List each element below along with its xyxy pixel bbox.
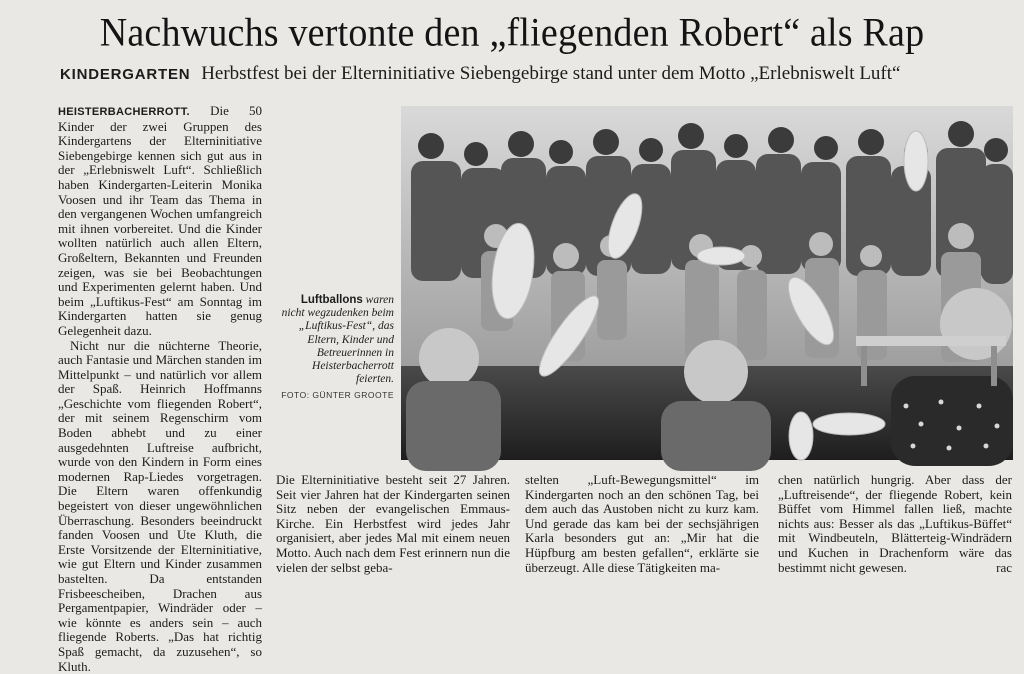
- section-kicker: KINDERGARTEN: [60, 66, 190, 83]
- article-column-1: [58, 104, 262, 574]
- article-paragraph-1: [58, 104, 262, 339]
- paragraph-1-text: Die 50 Kinder der zwei Gruppen des Kindergartens der Elterninitiative Siebengebirge kennen sich gut aus in der „Erlebniswelt Luft“. Schließlich haben Kindergarten-Leiterin Monika Voosen und ihr Team das Thema in den vergangenen Wochen umfangreich mit ihnen vorbereitet. Und die Kinder wollten natürlich auch allen Eltern, Großeltern, Bekannten und Freunden zeigen, was sie bei Beobachtungen und Experimenten gelernt haben. Und beim „Luftikus-Fest“ am Sonntag im Kindergarten hatten sie genug Gelegenheit dazu.: [58, 103, 262, 338]
- headline: Nachwuchs vertonte den „fliegenden Robert“ als Rap: [0, 7, 1024, 60]
- column-4-body: chen natürlich hungrig. Aber dass der „Luftreisende“, der fliegende Robert, kein Büffet vom Himmel fallen ließ, machte nichts aus: Besser als das „Luftikus-Büffet“ mit Windbeuteln, Blätterteig-Windrädern und Kuchen in Drachenform wäre das bestimmt nicht gewesen.: [778, 472, 1012, 575]
- photo-caption: [278, 294, 394, 414]
- column-4-text: [778, 473, 1012, 575]
- photo-illustration: [401, 106, 1013, 460]
- event-photo: [401, 106, 1013, 460]
- article-paragraph-2: Nicht nur die nüchterne Theorie, auch Fantasie und Märchen standen im Mittelpunkt – und natürlich vor allem der Spaß. Heinrich Hoffmanns „Geschichte vom fliegenden Robert“, der mit seinem Regenschirm vom Boden abhebt und zu einer ausgedehnten Luftreise aufbricht, wurde von den Kindern in Form eines modernen Rap-Liedes vorgetragen. Die Eltern waren offenkundig begeistert von dieser ungewöhnlichen Überraschung. Besonders beeindruckt fanden Voosen und Ute Kluth, die Erste Vorsitzende der Elterninitiative, wie gut Eltern und Kinder zusammen bastelten. Da entstanden Frisbeescheiben, Drachen aus Pergamentpapier, Windräder oder – wie könnte es anders sein – auch fliegende Roberts. „Das hat richtig Spaß gemacht, da zuzusehen“, so Kluth.: [58, 339, 262, 674]
- column-3-text: stelten „Luft-Bewegungsmittel“ im Kindergarten noch an den schönen Tag, bei dem auch das Austoben nicht zu kurz kam. Und gerade das kam bei der sechsjährigen Karla besonders gut an: „Mir hat die Hüpfburg am besten gefallen“, erklärte sie überzeugt. Alle diese Tätigkeiten ma-: [525, 473, 759, 575]
- column-2-text: Die Elterninitiative besteht seit 27 Jahren. Seit vier Jahren hat der Kindergarten seinen Sitz neben der evangelischen Emmaus-Kirche. Ein Herbstfest wird jedes Jahr organisiert, aber jedes Mal mit einem neuen Motto. Auch nach dem Fest erinnern nun die vielen der selbst geba-: [276, 473, 510, 575]
- article-column-2: [276, 473, 510, 583]
- subheadline: [60, 62, 1000, 87]
- dateline: HEISTERBACHERROTT.: [58, 106, 190, 118]
- photo-credit: FOTO: GÜNTER GROOTE: [278, 389, 394, 402]
- article-column-4: [778, 473, 1012, 583]
- author-signature: rac: [996, 561, 1012, 576]
- article-column-3: [525, 473, 759, 583]
- caption-lead: Luftballons: [301, 294, 363, 306]
- caption-text: waren nicht wegzudenken beim „Luftikus-Fest“, das Eltern, Kinder und Betreuerinnen in Heisterbacherrott feierten.: [282, 294, 394, 385]
- subheadline-text: Herbstfest bei der Elterninitiative Siebengebirge stand unter dem Motto „Erlebniswelt Luft“: [201, 63, 900, 84]
